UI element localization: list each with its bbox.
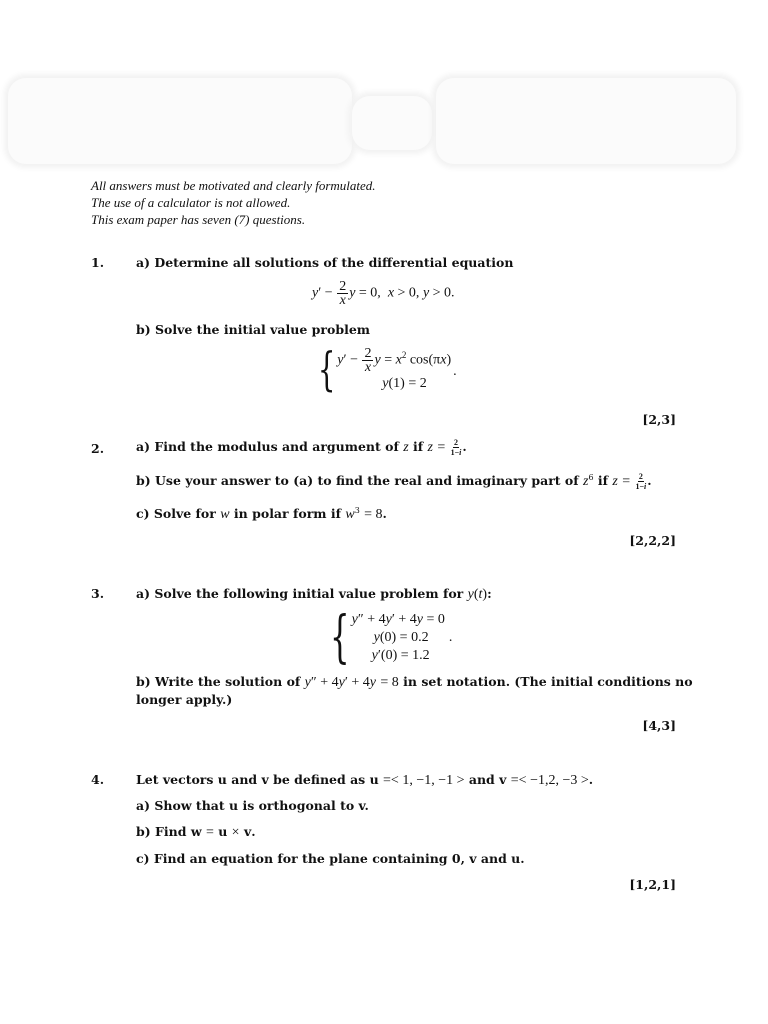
equation-1a: y′ − $\frac{2}{x}$ y = 0, x > 0, y > 0. bbox=[312, 279, 455, 308]
instruction-line: This exam paper has seven (7) questions. bbox=[91, 212, 306, 227]
question-number: 1. bbox=[91, 255, 105, 270]
instruction-line: All answers must be motivated and clearly formulated. bbox=[91, 178, 376, 193]
question-3b-text: b) Write the solution of bbox=[136, 674, 301, 689]
question-2b-text: b) Use your answer to (a) to find the real and imaginary part of bbox=[136, 473, 579, 488]
question-4b: b) Find w = u × v. bbox=[136, 824, 256, 840]
instruction-line: The use of a calculator is not allowed. bbox=[91, 195, 291, 210]
question-2a-text: a) Find the modulus and argument of bbox=[136, 439, 399, 454]
redacted-header-right bbox=[436, 78, 736, 164]
question-1b-text: b) Solve the initial value problem bbox=[136, 322, 370, 337]
points-q3: [4,3] bbox=[642, 718, 676, 733]
question-3b-text-2: in set notation. (The initial conditions no bbox=[403, 674, 693, 689]
question-3b-text-3: longer apply.) bbox=[136, 692, 233, 707]
points-q2: [2,2,2] bbox=[629, 533, 676, 548]
question-1a-text: a) Determine all solutions of the differential equation bbox=[136, 255, 514, 270]
question-4-intro-text: Let vectors u and v be defined as bbox=[136, 772, 366, 787]
question-4a-text: a) Show that u is orthogonal to v. bbox=[136, 798, 369, 813]
question-4-intro: Let vectors u and v be defined as u =< 1, −1, −1 > and v =< −1,2, −3 >. bbox=[136, 772, 594, 788]
question-number: 4. bbox=[91, 772, 105, 787]
question-3a: a) Solve the following initial value problem for y(t): bbox=[136, 586, 492, 602]
points-q4: [1,2,1] bbox=[629, 877, 676, 892]
question-4c-text: c) Find an equation for the plane containing 0, v and u. bbox=[136, 851, 525, 866]
question-number: 3. bbox=[91, 586, 105, 601]
question-number: 2. bbox=[91, 441, 105, 456]
question-2b: b) Use your answer to (a) to find the real and imaginary part of $z^6$ if z = $\frac{2}{1-i}$ . bbox=[136, 472, 652, 491]
equation-1b-system: { y′ − $\frac{2}{x}$ $y = x^2$ cos(πx) y(1) = 2 . bbox=[317, 342, 457, 396]
question-2a: a) Find the modulus and argument of z if z = $\frac{2}{1-i}$ . bbox=[136, 438, 467, 457]
question-2c-text: c) Solve for bbox=[136, 506, 216, 522]
question-2c: c) Solve for w in polar form if $w^3 = 8$. bbox=[136, 506, 387, 523]
question-2c-text-2: in polar form if bbox=[233, 506, 341, 522]
equation-3a-system: { y″ + 4y′ + 4y = 0 y(0) = 0.2 y′(0) = 1.2 . bbox=[330, 605, 453, 670]
question-4b-text: b) Find bbox=[136, 824, 187, 839]
instructions bbox=[91, 177, 376, 228]
question-3b: b) Write the solution of y″ + 4y′ + 4y = 8 in set notation. (The initial conditions no bbox=[136, 674, 693, 690]
points-q1: [2,3] bbox=[642, 412, 676, 427]
redacted-header-middle bbox=[352, 96, 432, 150]
question-3a-text: a) Solve the following initial value problem for bbox=[136, 586, 464, 601]
redacted-header-left bbox=[8, 78, 352, 164]
